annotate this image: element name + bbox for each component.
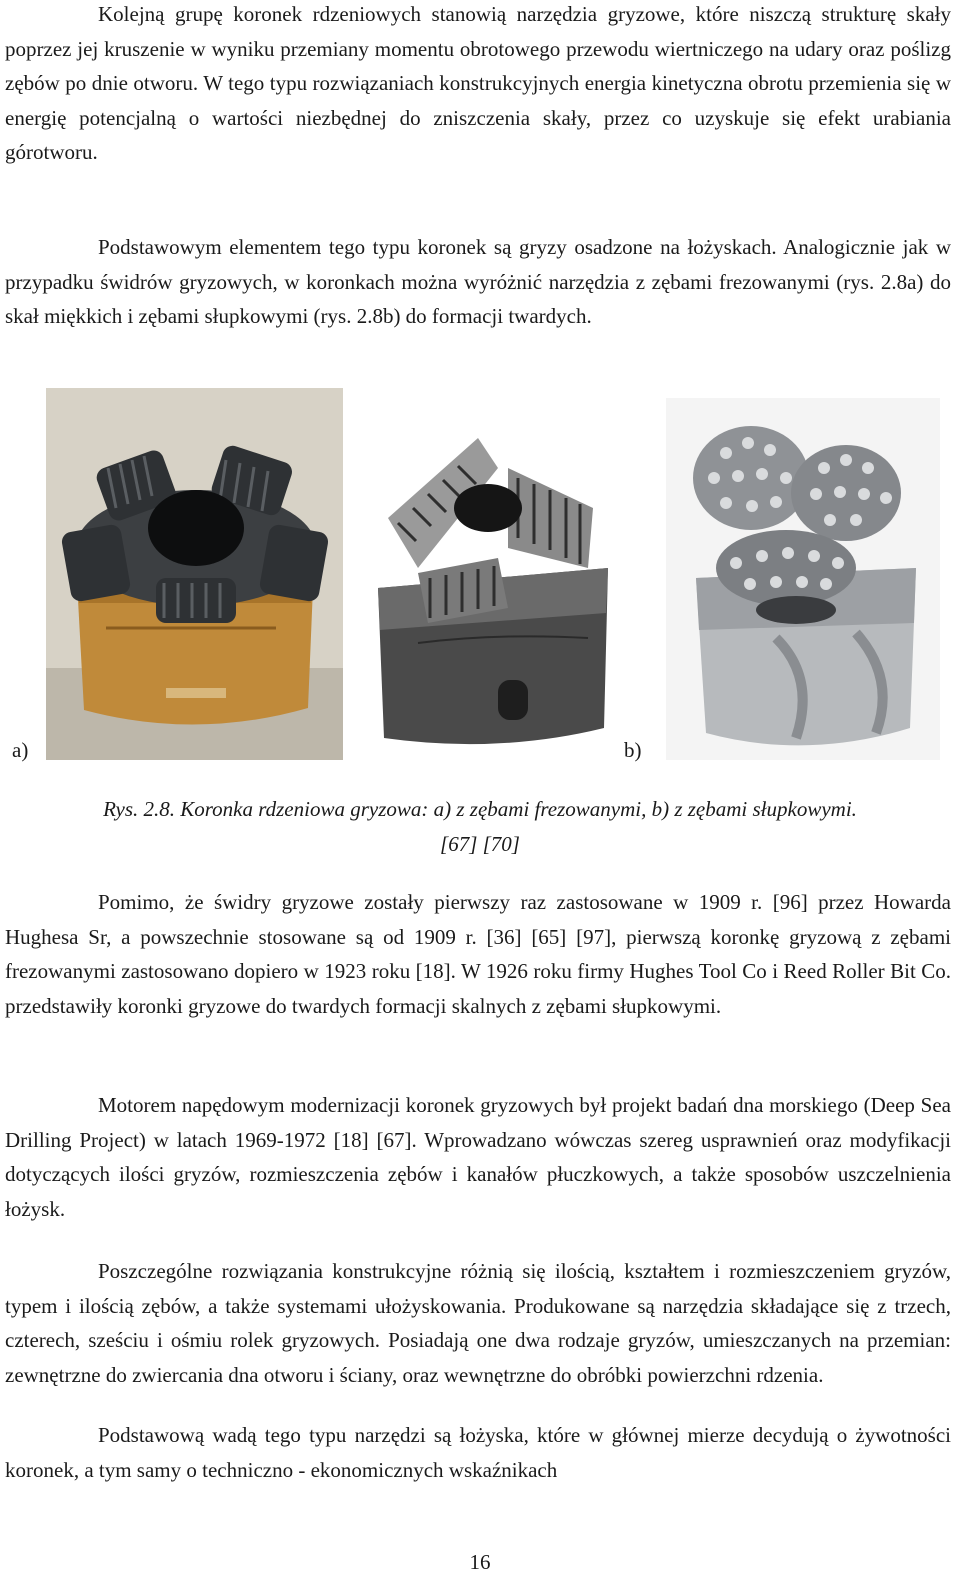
paragraph-deep-sea-drilling: Motorem napędowym modernizacji koronek gryzowych był projekt badań dna morskiego (Deep Sea Drilling Project) w latach 1969-1972 [18] [67]. Wprowadzano wówczas szereg usprawnień oraz modyfikacji dotyczących ilości gryzów, rozmieszczenia zębów i kanałów płuczkowych, a także sposobów uszczelnienia łożysk.	[5, 1093, 951, 1221]
figure-label-b: b)	[624, 738, 642, 762]
paragraph-roller-elements: Podstawowym elementem tego typu koronek są gryzy osadzone na łożyskach. Analogicznie jak w przypadku świdrów gryzowych, w koronkach można wyróżnić narzędzia z zębami frezowanymi (rys. 2.8a) do skał miękkich i zębami słupkowymi (rys. 2.8b) do formacji twardych.	[5, 235, 951, 328]
figure-2-8a-milled-tooth-core-bit	[46, 388, 343, 760]
paragraph-design-variants: Poszczególne rozwiązania konstrukcyjne różnią się ilością, kształtem i rozmieszczeniem gryzów, typem i ilością zębów, a także systemami ułożyskowania. Produkowane są narzędzia składające się z trzech, czterech, sześciu i ośmiu rolek gryzowych. Posiadają one dwa rodzaje gryzów, umieszczanych na przemian: zewnętrzne do zwiercania dna otworu i ściany, oraz wewnętrzne do obróbki powierzchni rdzenia.	[5, 1259, 951, 1387]
page-number: 16	[469, 1550, 491, 1574]
figure-caption-references: [67] [70]	[440, 832, 520, 856]
paragraph-history: Pomimo, że świdry gryzowe zostały pierwszy raz zastosowane w 1909 r. [96] przez Howarda Hughesa Sr, a powszechnie stosowane są od 1909 r. [36] [65] [97], pierwszą koronkę gryzową z zębami frezowanymi zastosowano dopiero w 1923 roku [18]. W 1926 roku firmy Hughes Tool Co i Reed Roller Bit Co. przedstawiły koronki gryzowe do twardych formacji skalnych z zębami słupkowymi.	[5, 890, 951, 1018]
figure-2-8b-insert-tooth-core-bit	[666, 398, 940, 760]
paragraph-bearings-drawback: Podstawową wadą tego typu narzędzi są łożyska, które w głównej mierze decydują o żywotności koronek, a tym samy o techniczno - ekonomicznych wskaźnikach	[5, 1423, 951, 1482]
figure-caption: Rys. 2.8. Koronka rdzeniowa gryzowa: a) z zębami frezowanymi, b) z zębami słupkowymi.	[103, 797, 857, 821]
paragraph-roller-core-bits-intro: Kolejną grupę koronek rdzeniowych stanowią narzędzia gryzowe, które niszczą strukturę skały poprzez jej kruszenie w wyniku przemiany momentu obrotowego przewodu wiertniczego na udary oraz poślizg zębów po dnie otworu. W tego typu rozwiązaniach konstrukcyjnych energia kinetyczna obrotu przemienia się w energię potencjalną o wartości niezbędnej do zniszczenia skały, przez co uzyskuje się efekt urabiania górotworu.	[5, 2, 951, 164]
figure-2-8-bw-core-bit	[358, 398, 624, 760]
figure-label-a: a)	[12, 738, 29, 762]
